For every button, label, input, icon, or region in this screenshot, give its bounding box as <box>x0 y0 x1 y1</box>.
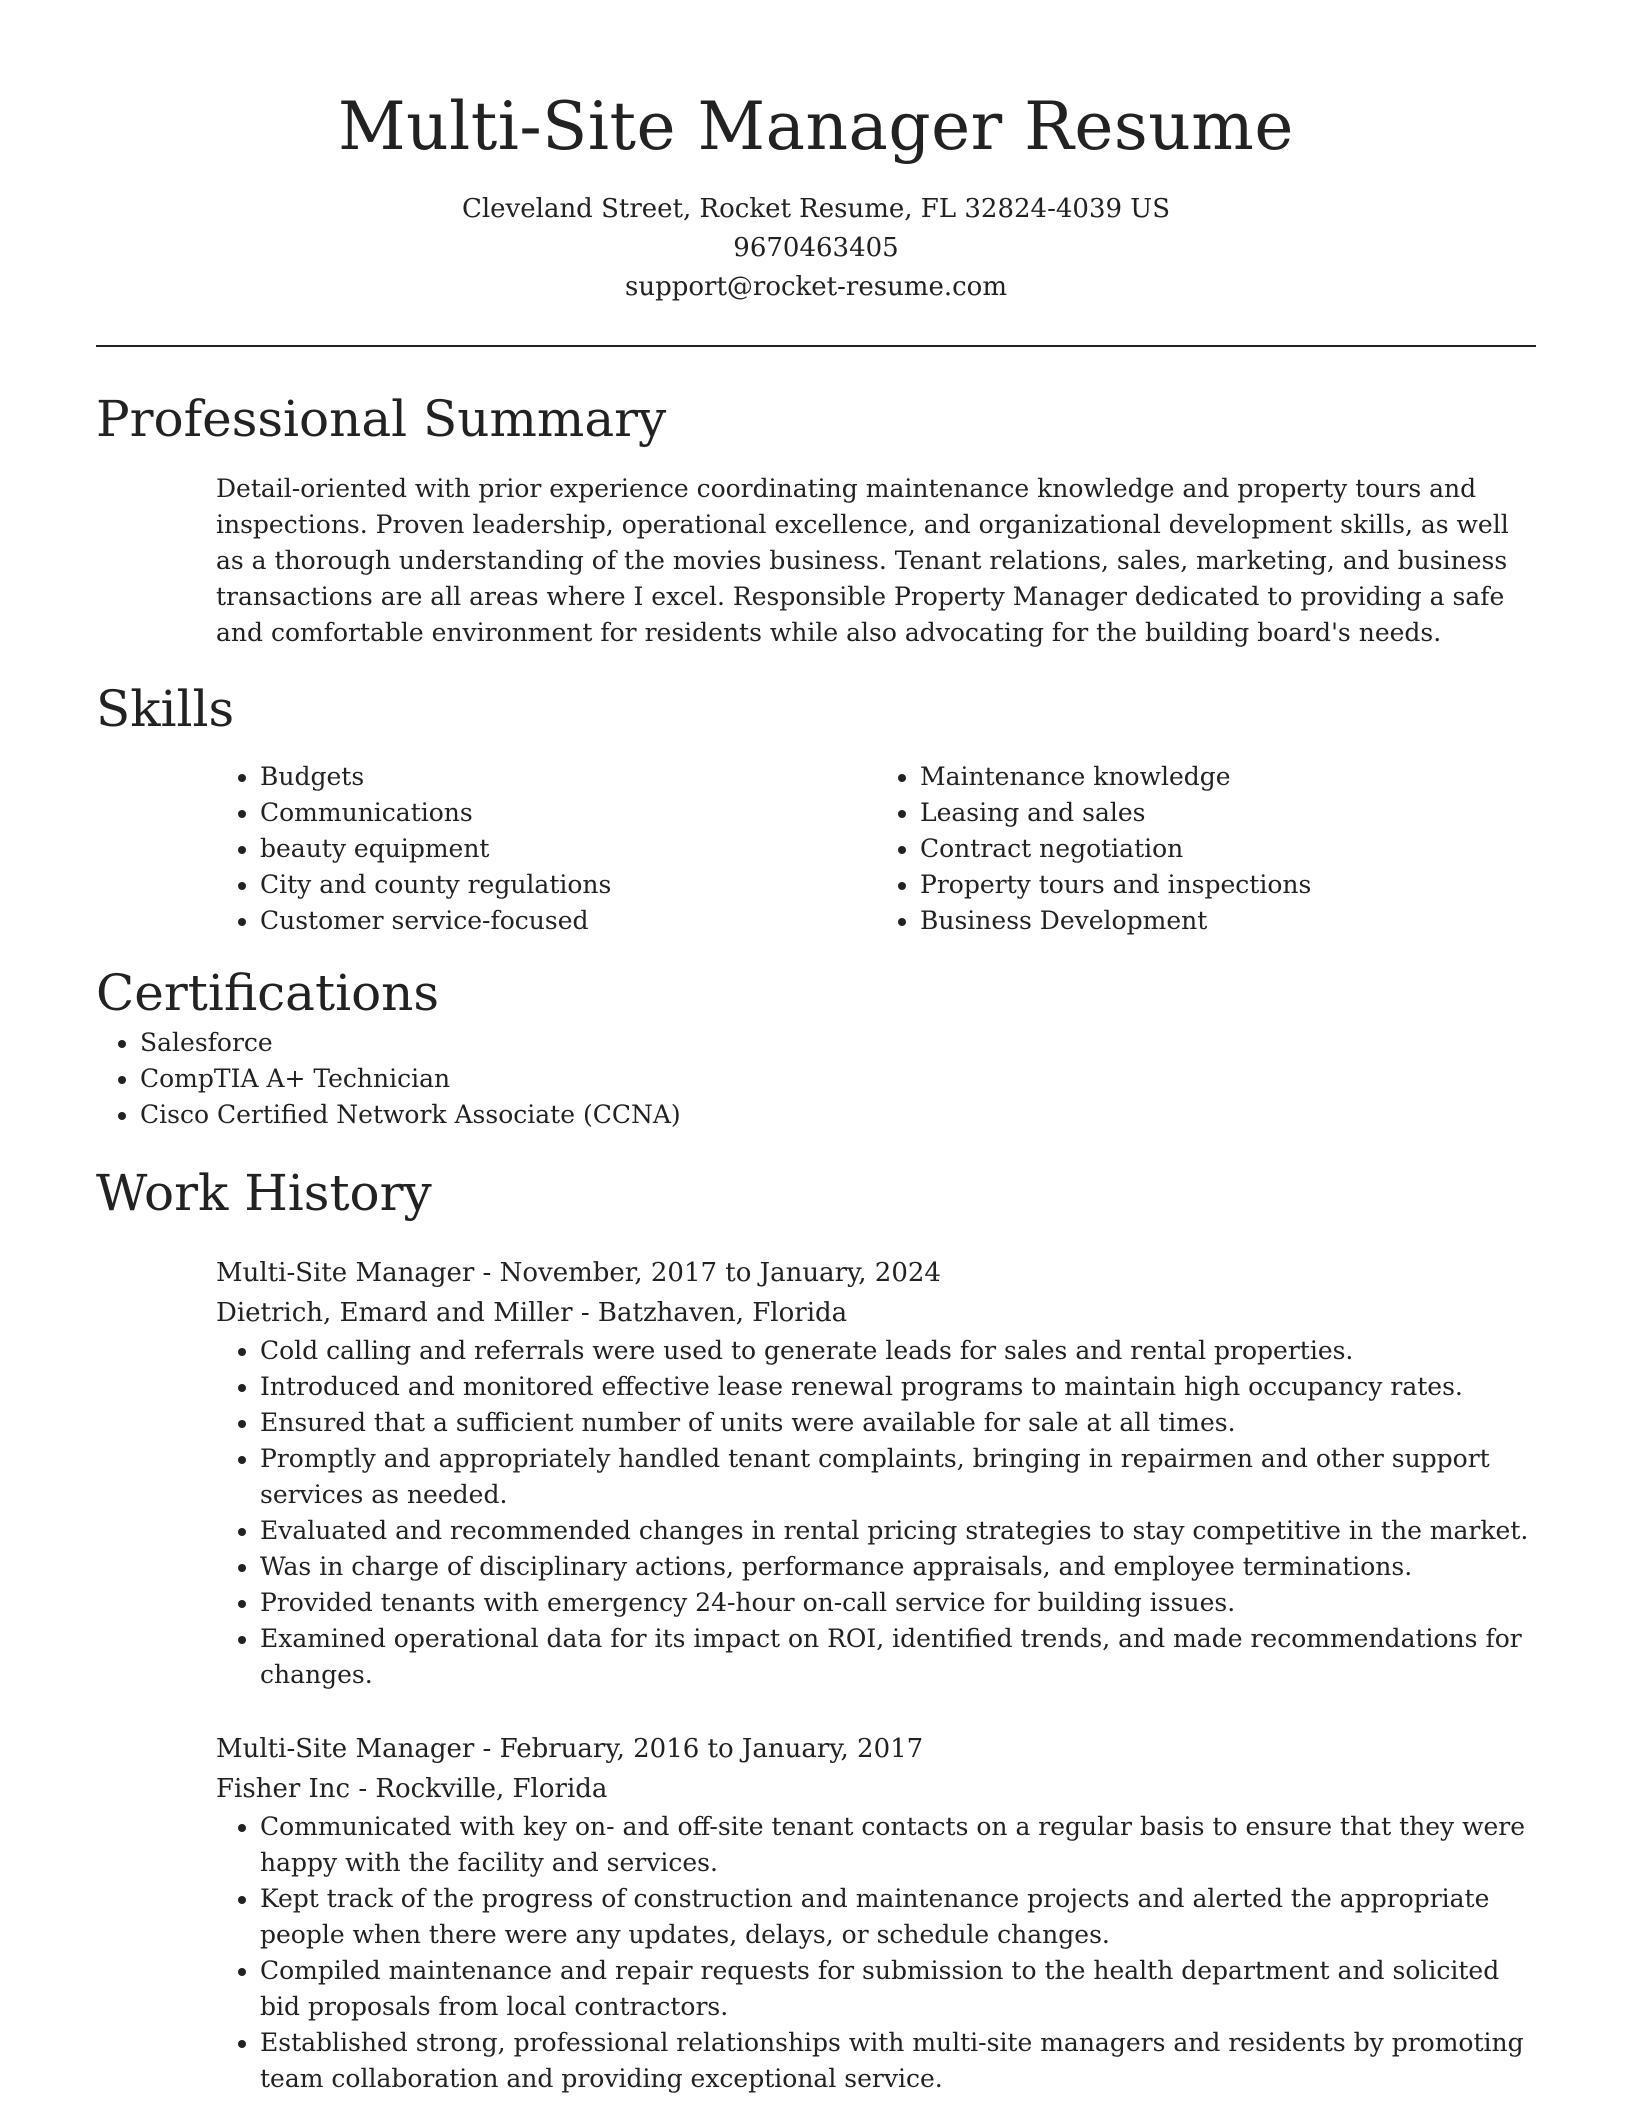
resume-header <box>96 0 1536 307</box>
skills-heading: Skills <box>96 680 235 738</box>
skill-item: • Budgets <box>260 759 876 795</box>
job-duty-item: • Provided tenants with emergency 24-hour on-call service for building issues. <box>260 1585 1536 1621</box>
job-duty-item: • Established strong, professional relationships with multi-site managers and residents by promoting team collaboration and providing exceptional service. <box>260 2025 1536 2097</box>
skills-list-right <box>876 759 1536 939</box>
certification-item: • Salesforce <box>140 1025 1536 1061</box>
job-duties-list <box>216 1333 1536 1693</box>
certifications-list <box>96 1025 1536 1133</box>
job-company-line: Dietrich, Emard and Miller - Batzhaven, Florida <box>216 1298 848 1328</box>
skill-item: • beauty equipment <box>260 831 876 867</box>
job-duty-item: • Was in charge of disciplinary actions, performance appraisals, and employee terminations. <box>260 1549 1536 1585</box>
header-divider <box>96 345 1536 347</box>
skill-item: • Communications <box>260 795 876 831</box>
job-entry <box>216 1729 1536 1809</box>
skill-item: • Leasing and sales <box>920 795 1536 831</box>
skill-item: • Property tours and inspections <box>920 867 1536 903</box>
job-duties-list <box>216 1809 1536 2097</box>
job-title-line: Multi-Site Manager - November, 2017 to January, 2024 <box>216 1258 941 1288</box>
certification-item: • Cisco Certified Network Associate (CCNA) <box>140 1097 1536 1133</box>
job-duty-item: • Cold calling and referrals were used to generate leads for sales and rental properties. <box>260 1333 1536 1369</box>
certification-item: • CompTIA A+ Technician <box>140 1061 1536 1097</box>
skill-item: • Contract negotiation <box>920 831 1536 867</box>
summary-text: Detail-oriented with prior experience coordinating maintenance knowledge and property tours and inspections. Proven leadership, operational excellence, and organizational development skills, as well as a thorough understanding of the movies business. Tenant relations, sales, marketing, and business transactions are all areas where I excel. Responsible Property Manager dedicated to providing a safe and comfortable environment for residents while also advocating for the building board's needs. <box>216 474 1509 647</box>
summary-heading: Professional Summary <box>96 390 667 448</box>
certifications-heading: Certifications <box>96 964 440 1022</box>
work-history-heading: Work History <box>96 1164 432 1222</box>
phone: 9670463405 <box>733 233 899 263</box>
skills-list-left <box>216 759 876 939</box>
address: Cleveland Street, Rocket Resume, FL 32824-4039 US <box>461 194 1171 224</box>
resume-title: Multi-Site Manager Resume <box>338 88 1294 165</box>
job-duty-item: • Communicated with key on- and off-site tenant contacts on a regular basis to ensure that they were happy with the facility and services. <box>260 1809 1536 1881</box>
job-company-line: Fisher Inc - Rockville, Florida <box>216 1774 608 1804</box>
job-duty-item: • Introduced and monitored effective lease renewal programs to maintain high occupancy rates. <box>260 1369 1536 1405</box>
job-entry <box>216 1253 1536 1333</box>
job-duty-item: • Kept track of the progress of construction and maintenance projects and alerted the appropriate people when there were any updates, delays, or schedule changes. <box>260 1881 1536 1953</box>
skill-item: • Maintenance knowledge <box>920 759 1536 795</box>
skill-item: • Business Development <box>920 903 1536 939</box>
job-duty-item: • Examined operational data for its impact on ROI, identified trends, and made recommendations for changes. <box>260 1621 1536 1693</box>
skill-item: • Customer service-focused <box>260 903 876 939</box>
job-duty-item: • Evaluated and recommended changes in rental pricing strategies to stay competitive in the market. <box>260 1513 1536 1549</box>
job-duty-item: • Ensured that a sufficient number of units were available for sale at all times. <box>260 1405 1536 1441</box>
job-title-line: Multi-Site Manager - February, 2016 to January, 2017 <box>216 1734 924 1764</box>
job-duty-item: • Compiled maintenance and repair requests for submission to the health department and solicited bid proposals from local contractors. <box>260 1953 1536 2025</box>
email: support@rocket-resume.com <box>624 272 1007 302</box>
skill-item: • City and county regulations <box>260 867 876 903</box>
skills-columns <box>216 759 1536 939</box>
job-duty-item: • Promptly and appropriately handled tenant complaints, bringing in repairmen and other support services as needed. <box>260 1441 1536 1513</box>
contact-info <box>96 190 1536 307</box>
